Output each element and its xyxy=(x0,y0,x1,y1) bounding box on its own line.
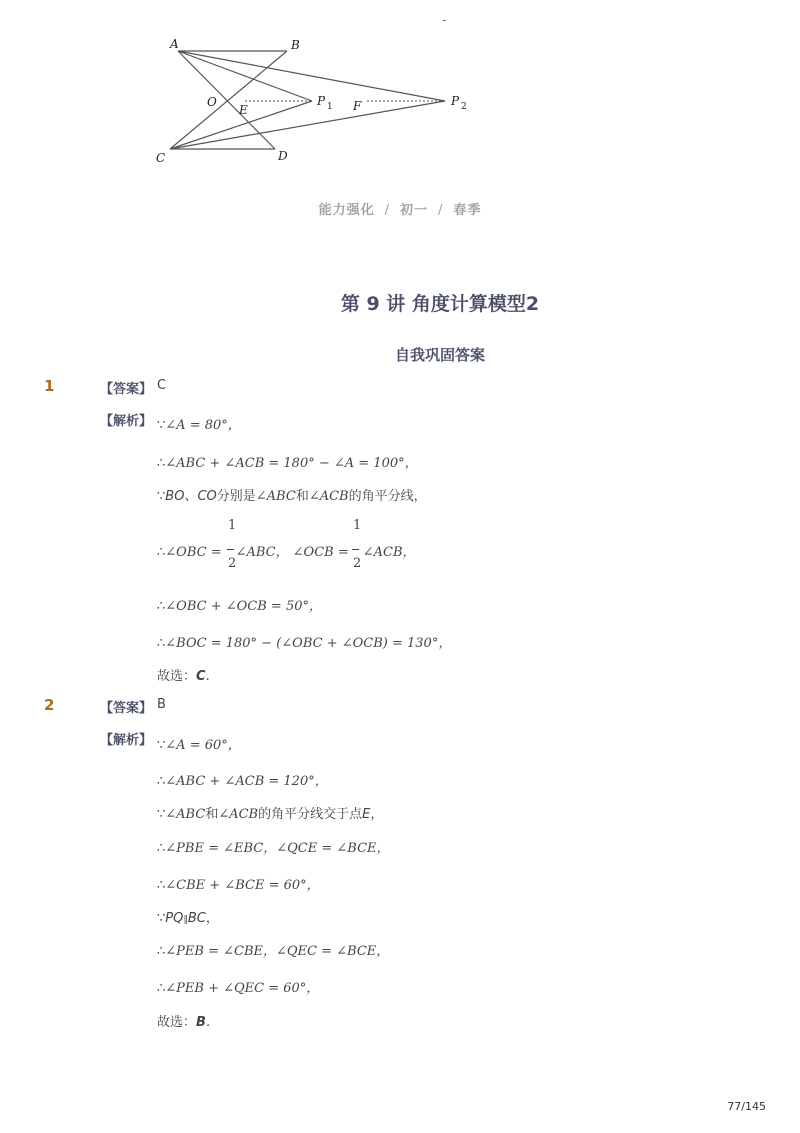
solution-step: ∴∠PEB + ∠QEC = 60°， xyxy=(157,981,320,996)
page-number: 77/145 xyxy=(727,1100,766,1113)
label-p1-sub: 1 xyxy=(327,102,333,112)
geometry-figure xyxy=(150,30,480,170)
solution-step: ∴∠ABC + ∠ACB = 120°， xyxy=(157,774,328,789)
lecture-title: 第 9 讲 角度计算模型2 xyxy=(340,293,540,315)
answer-tag: 【答案】 xyxy=(100,382,153,397)
solution-step: ∴∠OBC = ∠ABC， ∠OCB = ∠ACB， xyxy=(157,545,416,560)
segment-ad xyxy=(178,51,275,149)
solution-step: 故选：C. xyxy=(157,669,210,684)
label-b: B xyxy=(291,38,300,52)
solution-step: ∵∠A = 80°， xyxy=(157,418,241,433)
answer-value: B xyxy=(157,697,166,712)
course-header xyxy=(0,199,800,218)
answer-value: C xyxy=(157,378,167,393)
separator: / xyxy=(438,203,444,218)
fraction-denominator: 2 xyxy=(353,556,362,571)
segment-bc xyxy=(170,51,287,149)
question-number: 1 xyxy=(44,377,55,395)
segment-ap1 xyxy=(178,51,312,101)
solution-step: ∴∠ABC + ∠ACB = 180° − ∠A = 100°， xyxy=(157,456,418,471)
solution-step: ∵∠ABC和∠ACB的角平分线交于点E， xyxy=(157,807,384,822)
fraction-numerator: 1 xyxy=(228,518,237,533)
label-f: F xyxy=(353,99,362,113)
section-title: 自我巩固答案 xyxy=(394,346,485,364)
segment-ap2 xyxy=(178,51,445,101)
stray-dash xyxy=(443,20,446,21)
label-a: A xyxy=(170,37,179,51)
term-name: 春季 xyxy=(453,203,482,218)
solution-step: ∵∠A = 60°， xyxy=(157,738,241,753)
solution-step: ∴∠PBE = ∠EBC，∠QCE = ∠BCE， xyxy=(157,841,390,856)
analysis-tag: 【解析】 xyxy=(100,414,153,429)
solution-step: ∴∠PEB = ∠CBE，∠QEC = ∠BCE， xyxy=(157,944,390,959)
solution-step: 故选：B. xyxy=(157,1015,211,1030)
label-p2: P xyxy=(451,94,460,108)
solution-step: ∴∠CBE + ∠BCE = 60°， xyxy=(157,878,320,893)
label-c: C xyxy=(156,151,166,165)
separator: / xyxy=(384,203,390,218)
label-o: O xyxy=(207,95,217,109)
solution-step: ∵PQ∥BC， xyxy=(157,911,219,926)
solution-step: ∵BO、CO分别是∠ABC和∠ACB的角平分线， xyxy=(157,489,427,504)
label-p1: P xyxy=(317,94,326,108)
question-number: 2 xyxy=(44,696,55,714)
grade-name: 初一 xyxy=(399,203,428,218)
solution-step: ∴∠BOC = 180° − (∠OBC + ∠OCB) = 130°， xyxy=(157,636,452,651)
label-d: D xyxy=(278,149,288,163)
fraction-numerator: 1 xyxy=(353,518,362,533)
fraction-denominator: 2 xyxy=(228,556,237,571)
course-name: 能力强化 xyxy=(318,203,375,218)
answer-tag: 【答案】 xyxy=(100,701,153,716)
solution-step: ∴∠OBC + ∠OCB = 50°， xyxy=(157,599,322,614)
analysis-tag: 【解析】 xyxy=(100,733,153,748)
label-e: E xyxy=(239,103,248,117)
label-p2-sub: 2 xyxy=(461,102,467,112)
